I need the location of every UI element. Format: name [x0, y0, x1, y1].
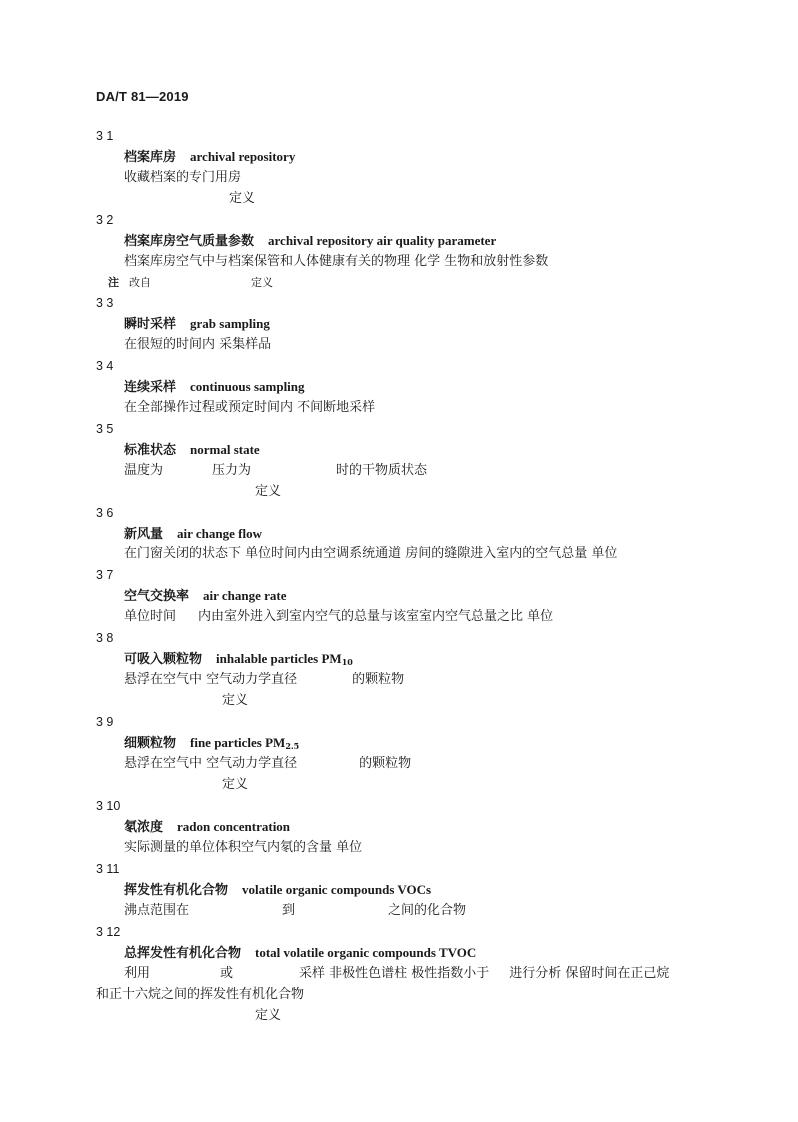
clause-number: 3 8 [96, 631, 114, 645]
term-cn: 新风量 [124, 527, 164, 542]
term-heading [124, 588, 287, 605]
term-cn: 细颗粒物 [124, 736, 177, 751]
definition: 收藏档案的专门用房 [124, 170, 242, 185]
term-en: total volatile organic compounds TVOC [255, 945, 477, 960]
clause-number: 3 12 [96, 925, 121, 939]
clause-number: 3 11 [96, 862, 120, 876]
definition: 在全部操作过程或预定时间内 不间断地采样 [124, 400, 376, 415]
term-heading [124, 735, 299, 754]
definition [124, 463, 427, 479]
definition-part: 压力为 [212, 463, 252, 478]
definition-part: 悬浮在空气中 空气动力学直径 [124, 756, 298, 771]
term-en: archival repository air quality parameter [268, 233, 497, 248]
term-heading [124, 882, 431, 899]
term-heading [124, 819, 290, 836]
term-cn: 档案库房空气质量参数 [124, 234, 255, 249]
definition [124, 903, 466, 919]
definition-part: 的颗粒物 [352, 672, 405, 687]
definition-part: 的颗粒物 [359, 756, 412, 771]
term-en: normal state [190, 442, 260, 457]
definition [124, 966, 669, 982]
note-text: 改自 [129, 276, 151, 289]
term-subscript: 10 [341, 657, 353, 667]
term-cn: 氡浓度 [124, 820, 164, 835]
term-heading [124, 526, 262, 543]
clause-number: 3 7 [96, 568, 114, 582]
term-en: continuous sampling [190, 379, 305, 394]
definition-part: 内由室外进入到室内空气的总量与该室室内空气总量之比 单位 [198, 609, 554, 624]
definition: 实际测量的单位体积空气内氡的含量 单位 [124, 840, 363, 855]
term-heading [124, 945, 476, 962]
definition [124, 756, 411, 772]
definition-part: 之间的化合物 [388, 903, 467, 918]
definition [124, 672, 404, 688]
clause-number: 3 1 [96, 129, 114, 143]
definition-part: 沸点范围在 [124, 903, 190, 918]
term-cn: 空气交换率 [124, 589, 190, 604]
source-ref: 定义 [255, 484, 282, 499]
term-en: inhalable particles PM [216, 651, 342, 666]
term-cn: 总挥发性有机化合物 [124, 946, 242, 961]
term-heading [124, 651, 353, 670]
note [108, 275, 273, 291]
term-cn: 档案库房 [124, 150, 177, 165]
term-en: volatile organic compounds VOCs [242, 882, 432, 897]
term-cn: 瞬时采样 [124, 317, 177, 332]
term-en: archival repository [190, 149, 296, 164]
clause-number: 3 3 [96, 296, 114, 310]
definition: 在很短的时间内 采集样品 [124, 337, 272, 352]
definition [124, 609, 553, 625]
term-cn: 标准状态 [124, 443, 177, 458]
term-subscript: 2.5 [285, 741, 300, 751]
term-en: fine particles PM [190, 735, 286, 750]
source-ref: 定义 [229, 191, 256, 206]
definition-part: 悬浮在空气中 空气动力学直径 [124, 672, 298, 687]
term-cn: 挥发性有机化合物 [124, 883, 229, 898]
term-heading [124, 316, 270, 333]
clause-number: 3 2 [96, 213, 114, 227]
definition: 档案库房空气中与档案保管和人体健康有关的物理 化学 生物和放射性参数 [124, 254, 549, 269]
definition-part: 单位时间 [124, 609, 177, 624]
term-heading [124, 379, 305, 396]
definition-part: 利用 [124, 966, 151, 981]
note-source: 定义 [251, 276, 273, 289]
clause-number: 3 10 [96, 799, 121, 813]
term-heading [124, 442, 260, 459]
term-en: radon concentration [177, 819, 291, 834]
note-label: 注 [108, 276, 119, 289]
definition-part: 温度为 [124, 463, 164, 478]
definition-continued: 和正十六烷之间的挥发性有机化合物 [96, 987, 305, 1002]
clause-number: 3 5 [96, 422, 114, 436]
definition-part: 采样 非极性色谱柱 极性指数小于 [299, 966, 490, 981]
document-code: DA/T 81—2019 [96, 89, 189, 104]
term-cn: 连续采样 [124, 380, 177, 395]
term-cn: 可吸入颗粒物 [124, 652, 203, 667]
term-en: air change rate [203, 588, 287, 603]
term-en: air change flow [177, 526, 262, 541]
term-en: grab sampling [190, 316, 270, 331]
source-ref: 定义 [255, 1008, 282, 1023]
term-heading [124, 149, 295, 166]
clause-number: 3 9 [96, 715, 114, 729]
clause-number: 3 6 [96, 506, 114, 520]
clause-number: 3 4 [96, 359, 114, 373]
definition-part: 时的干物质状态 [336, 463, 428, 478]
definition: 在门窗关闭的状态下 单位时间内由空调系统通道 房间的缝隙进入室内的空气总量 单位 [124, 546, 618, 561]
definition-part: 到 [282, 903, 296, 918]
source-ref: 定义 [222, 693, 249, 708]
term-heading [124, 233, 496, 250]
definition-part: 进行分析 保留时间在正己烷 [509, 966, 670, 981]
definition-part: 或 [220, 966, 234, 981]
source-ref: 定义 [222, 777, 249, 792]
